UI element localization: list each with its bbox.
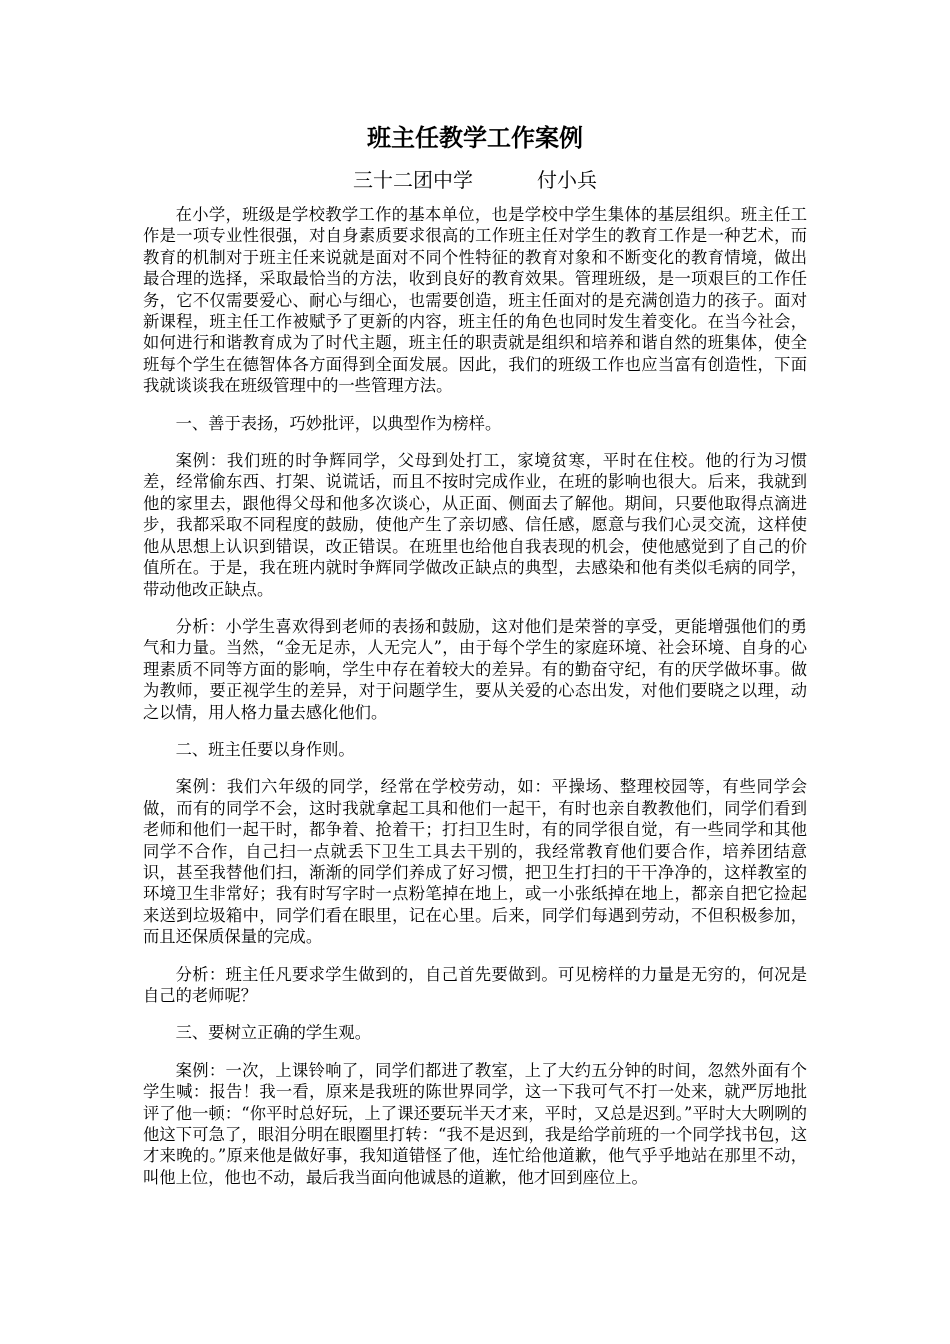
- paragraph: 分析：小学生喜欢得到老师的表扬和鼓励，这对他们是荣誉的享受，更能增强他们的勇气和力量。当然，“金无足赤，人无完人”，由于每个学生的家庭环境、社会环境、自身的心理素质不同等方面的影响，学生中存在着较大的差异。有的勤奋守纪，有的厌学做坏事。做为教师，要正视学生的差异，对于问题学生，要从关爱的心态出发，对他们要晓之以理，动之以情，用人格力量去感化他们。: [143, 616, 807, 722]
- paragraph: 案例：我们六年级的同学，经常在学校劳动，如：平操场、整理校园等，有些同学会做，而有的同学不会，这时我就拿起工具和他们一起干，有时也亲自教教他们，同学们看到老师和他们一起干时，都争着、抢着干；打扫卫生时，有的同学很自觉，有一些同学和其他同学不合作，自己扫一点就丢下卫生工具去干别的，我经常教育他们要合作，培养团结意识，甚至我替他们扫，渐渐的同学们养成了好习惯，把卫生打扫的干干净净的，这样教室的环境卫生非常好；我有时写字时一点粉笔掉在地上，或一小张纸掉在地上，都亲自把它捡起来送到垃圾箱中，同学们看在眼里，记在心里。后来，同学们每遇到劳动，不但积极参加，而且还保质保量的完成。: [143, 777, 807, 947]
- byline: [0, 166, 950, 194]
- paragraph: 案例：我们班的时争辉同学，父母到处打工，家境贫寒，平时在住校。他的行为习惯差，经常偷东西、打架、说谎话，而且不按时完成作业，在班的影响也很大。后来，我就到他的家里去，跟他得父母和他多次谈心，从正面、侧面去了解他。期间，只要他取得点滴进步，我都采取不同程度的鼓励，使他产生了亲切感、信任感，愿意与我们心灵交流，这样使他从思想上认识到错误，改正错误。在班里也给他自我表现的机会，使他感觉到了自己的价值所在。于是，我在班内就时争辉同学做改正缺点的典型，去感染和他有类似毛病的同学，带动他改正缺点。: [143, 451, 807, 599]
- document-title: 班主任教学工作案例: [367, 123, 583, 152]
- paragraph: 在小学，班级是学校教学工作的基本单位，也是学校中学生集体的基层组织。班主任工作是一项专业性很强，对自身素质要求很高的工作班主任对学生的教育工作是一种艺术，而教育的机制对于班主任来说就是面对不同个性特征的教育对象和不断变化的教育情境，做出最合理的选择，采取最恰当的方法，收到良好的教育效果。管理班级，是一项艰巨的工作任务，它不仅需要爱心、耐心与细心，也需要创造，班主任面对的是充满创造力的孩子。面对新课程，班主任工作被赋予了更新的内容，班主任的角色也同时发生着变化。在当今社会，如何进行和谐教育成为了时代主题，班主任的职责就是组织和培养和谐自然的班集体，使全班每个学生在德智体各方面得到全面发展。因此，我们的班级工作也应当富有创造性，下面我就谈谈我在班级管理中的一些管理方法。: [143, 205, 807, 396]
- document-body: [143, 204, 807, 1204]
- author-name: 付小兵: [537, 168, 597, 192]
- section-heading: 二、班主任要以身作则。: [175, 739, 355, 759]
- section-heading: 一、善于表扬，巧妙批评，以典型作为榜样。: [175, 413, 502, 433]
- school-name: 三十二团中学: [353, 168, 473, 192]
- paragraph: 分析：班主任凡要求学生做到的，自己首先要做到。可见榜样的力量是无穷的，何况是自己的老师呢？: [143, 964, 807, 1005]
- section-heading: 三、要树立正确的学生观。: [175, 1023, 371, 1043]
- paragraph: 案例：一次，上课铃响了，同学们都进了教室，上了大约五分钟的时间，忽然外面有个学生喊：报告！我一看，原来是我班的陈世界同学，这一下我可气不打一处来，就严厉地批评了他一顿：“你平时总好玩，上了课还要玩半天才来，平时，又总是迟到。”平时大大咧咧的他这下可急了，眼泪分明在眼圈里打转：“我不是迟到，我是给学前班的一个同学找书包，这才来晚的。”原来他是做好事，我知道错怪了他，连忙给他道歉，他气乎乎地站在那里不动，叫他上位，他也不动，最后我当面向他诚恳的道歉，他才回到座位上。: [143, 1060, 807, 1187]
